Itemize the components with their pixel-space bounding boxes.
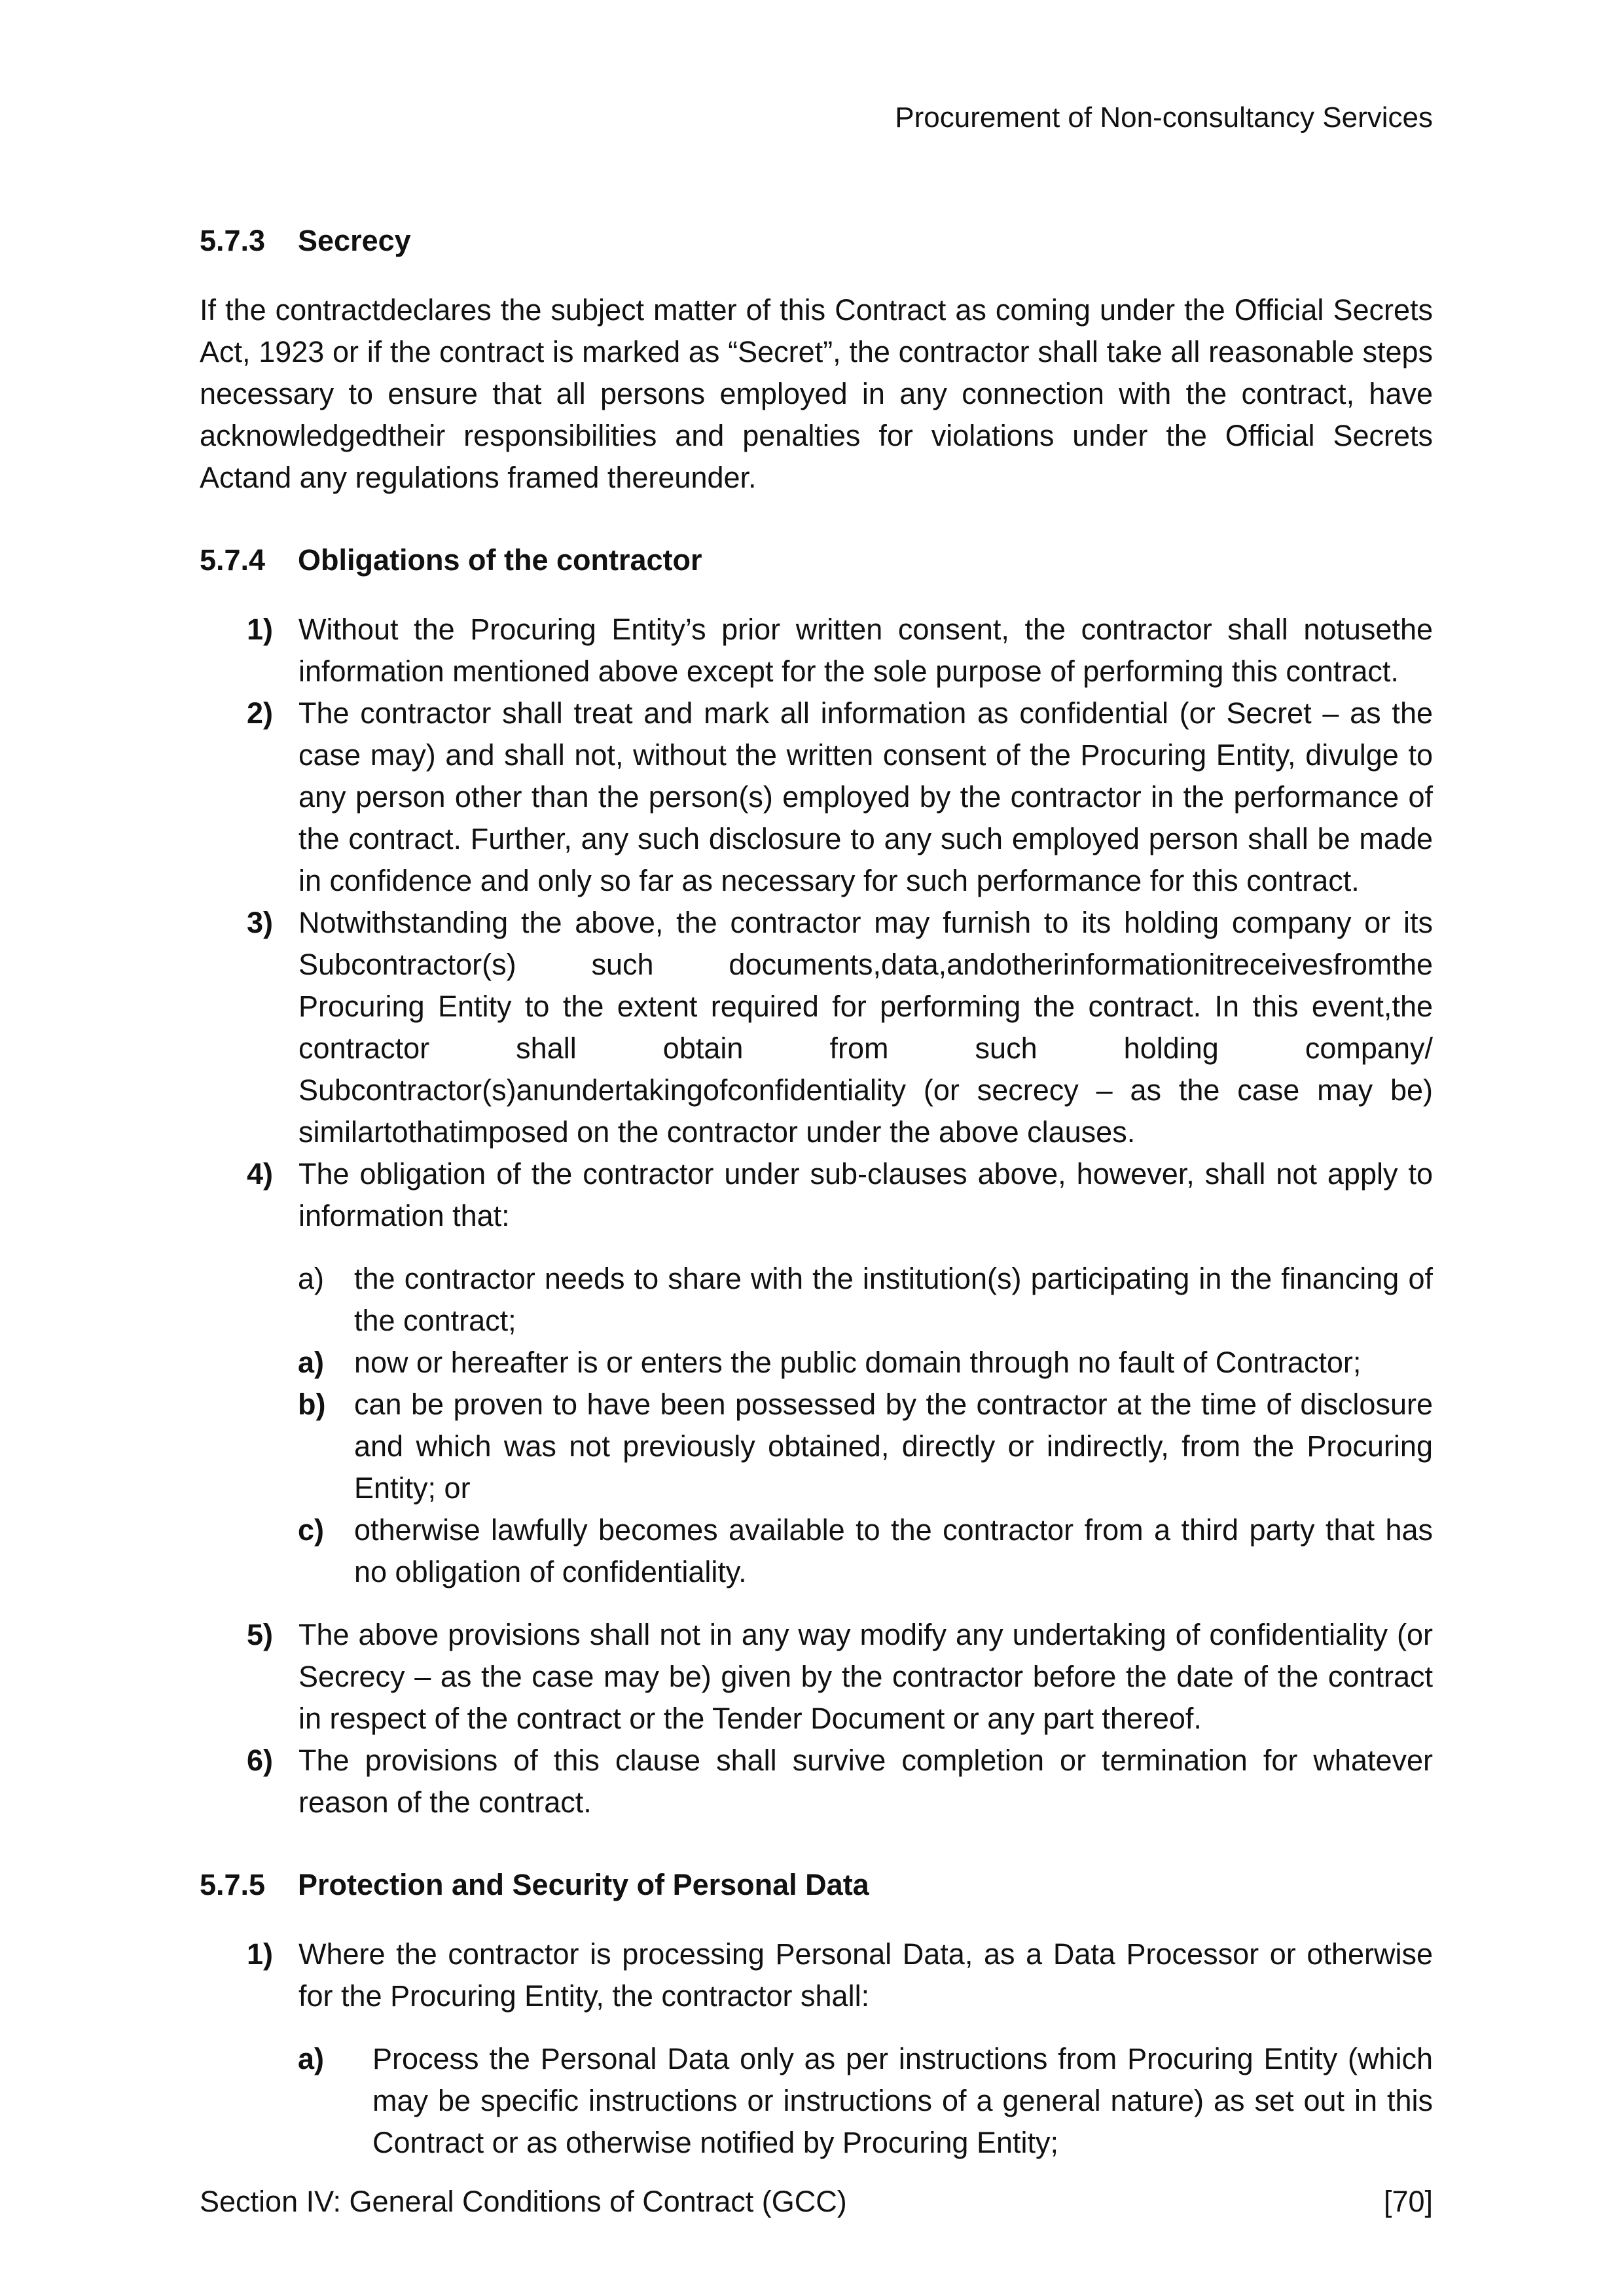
- sublist-item-b: [200, 1384, 1433, 1509]
- section-heading-obligations: [200, 539, 1433, 581]
- subitem-text: the contractor needs to share with the institution(s) participating in the financing of the contract;: [354, 1262, 1433, 1337]
- sublist-item-a1: [200, 1258, 1433, 1342]
- section-title: Protection and Security of Personal Data: [298, 1868, 869, 1901]
- item-text: The provisions of this clause shall survive completion or termination for whatever reason of the contract.: [298, 1744, 1433, 1819]
- item-marker: 5): [247, 1618, 274, 1651]
- sublist-exceptions: [200, 1258, 1433, 1593]
- item-marker: 2): [247, 696, 274, 730]
- sublist-personal-data: [200, 2038, 1433, 2164]
- page-footer: [200, 2181, 1433, 2223]
- subitem-marker: a): [298, 2042, 325, 2075]
- subitem-text: Process the Personal Data only as per instructions from Procuring Entity (which may be specific instructions or instructions of a general nature) as set out in this Contract or as otherwise notified by Procuring Entity;: [372, 2042, 1433, 2159]
- item-text: The obligation of the contractor under sub-clauses above, however, shall not apply to information that:: [298, 1157, 1433, 1232]
- list-item-3: [200, 902, 1433, 1153]
- sublist-item-pd-a: [200, 2038, 1433, 2164]
- section-number: 5.7.5: [200, 1868, 266, 1901]
- item-text: The above provisions shall not in any way modify any undertaking of confidentiality (or Secrecy – as the case may be) given by the contractor before the date of the contract in respect of the contract or the Tender Document or any part thereof.: [298, 1618, 1433, 1735]
- secrecy-paragraph: If the contractdeclares the subject matter of this Contract as coming under the Official Secrets Act, 1923 or if the contract is marked as “Secret”, the contractor shall take all reasonable steps necessary to ensure that all persons employed in any connection with the contract, have acknowledgedtheir responsibilities and penalties for violations under the Official Secrets Actand any regulations framed thereunder.: [200, 293, 1433, 494]
- subitem-marker: a): [298, 1262, 325, 1295]
- footer-page-number: [70]: [1383, 2185, 1433, 2218]
- section-heading-personal-data: [200, 1864, 1433, 1906]
- subitem-marker: b): [298, 1388, 326, 1421]
- document-content: [200, 220, 1433, 2185]
- footer-section-label: Section IV: General Conditions of Contract (GCC): [200, 2185, 847, 2218]
- item-marker: 6): [247, 1744, 274, 1777]
- subitem-text: otherwise lawfully becomes available to the contractor from a third party that has no obligation of confidentiality.: [354, 1513, 1433, 1588]
- subitem-text: now or hereafter is or enters the public domain through no fault of Contractor;: [354, 1346, 1362, 1379]
- item-marker: 1): [247, 1937, 274, 1971]
- item-marker: 4): [247, 1157, 274, 1191]
- sublist-item-c: [200, 1509, 1433, 1593]
- list-item-4: [200, 1153, 1433, 1237]
- sublist-item-a2: [200, 1342, 1433, 1384]
- list-item-5: [200, 1614, 1433, 1740]
- section-heading-secrecy: [200, 220, 1433, 262]
- item-marker: 1): [247, 613, 274, 646]
- list-item-6: [200, 1740, 1433, 1823]
- subitem-text: can be proven to have been possessed by the contractor at the time of disclosure and which was not previously obtained, directly or indirectly, from the Procuring Entity; or: [354, 1388, 1433, 1505]
- subitem-marker: a): [298, 1346, 325, 1379]
- item-marker: 3): [247, 906, 274, 939]
- list-item-1: [200, 609, 1433, 692]
- page-header-title: Procurement of Non-consultancy Services: [895, 101, 1433, 134]
- subitem-marker: c): [298, 1513, 325, 1547]
- item-text: Where the contractor is processing Personal Data, as a Data Processor or otherwise for the Procuring Entity, the contractor shall:: [298, 1937, 1433, 2013]
- item-text: Notwithstanding the above, the contractor may furnish to its holding company or its Subcontractor(s) such documents,data,andotherinformationitreceivesfromthe Procuring Entity to the extent required for performing the contract. In this event,the contractor shall obtain from such holding company/ Subcontractor(s)anundertakingofconfidentiality (or secrecy – as the case may be) similartothatimposed on the contractor under the above clauses.: [298, 906, 1433, 1149]
- section-title: Secrecy: [298, 224, 411, 257]
- section-number: 5.7.3: [200, 224, 266, 257]
- item-text: The contractor shall treat and mark all information as confidential (or Secret – as the case may) and shall not, without the written consent of the Procuring Entity, divulge to any person other than the person(s) employed by the contractor in the performance of the contract. Further, any such disclosure to any such employed person shall be made in confidence and only so far as necessary for such performance for this contract.: [298, 696, 1433, 897]
- item-text: Without the Procuring Entity’s prior written consent, the contractor shall notusethe information mentioned above except for the sole purpose of performing this contract.: [298, 613, 1433, 688]
- list-item-pd-1: [200, 1933, 1433, 2017]
- section-number: 5.7.4: [200, 543, 266, 577]
- list-item-2: [200, 692, 1433, 902]
- section-title: Obligations of the contractor: [298, 543, 702, 577]
